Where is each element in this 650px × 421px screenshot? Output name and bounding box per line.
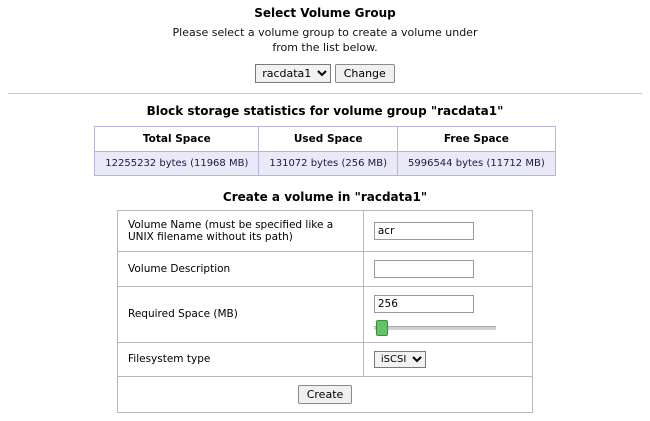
volume-description-label: Volume Description	[118, 251, 364, 286]
volume-description-input[interactable]	[374, 260, 474, 278]
volume-name-input[interactable]	[374, 222, 474, 240]
form-row-required-space	[118, 286, 533, 342]
filesystem-type-select[interactable]	[374, 351, 426, 368]
table-row	[95, 151, 555, 175]
required-space-slider[interactable]	[374, 320, 496, 334]
instructions	[0, 26, 650, 56]
stats-header-used: Used Space	[259, 126, 398, 151]
stats-value-used: 131072 bytes (256 MB)	[259, 151, 398, 175]
required-space-cell	[363, 286, 532, 342]
page-title: Select Volume Group	[254, 6, 396, 20]
form-row-volume-name	[118, 210, 533, 251]
stats-header-free: Free Space	[398, 126, 556, 151]
filesystem-type-cell	[363, 342, 532, 376]
slider-thumb[interactable]	[376, 320, 388, 336]
volume-group-select[interactable]	[255, 64, 331, 83]
stats-table	[94, 126, 555, 176]
volume-name-cell	[363, 210, 532, 251]
create-volume-table	[117, 210, 533, 413]
create-button-cell	[118, 376, 533, 412]
divider-top	[8, 93, 642, 94]
stats-value-free: 5996544 bytes (11712 MB)	[398, 151, 556, 175]
instructions-line-1: Please select a volume group to create a volume under	[172, 26, 478, 39]
filesystem-type-label: Filesystem type	[118, 342, 364, 376]
slider-track	[374, 326, 496, 330]
stats-title: Block storage statistics for volume group "racdata1"	[146, 103, 504, 118]
form-row-submit	[118, 376, 533, 412]
form-row-filesystem-type	[118, 342, 533, 376]
volume-description-cell	[363, 251, 532, 286]
stats-value-total: 12255232 bytes (11968 MB)	[95, 151, 259, 175]
bottom-spacer	[0, 413, 650, 421]
form-row-volume-description	[118, 251, 533, 286]
volume-group-selector-row	[0, 64, 650, 83]
page-root	[0, 6, 650, 421]
create-volume-form	[0, 210, 650, 413]
instructions-line-2: from the list below.	[272, 40, 378, 54]
stats-table-wrapper	[0, 126, 650, 176]
required-space-label: Required Space (MB)	[118, 286, 364, 342]
create-button[interactable]: Create	[298, 385, 353, 404]
volume-name-label: Volume Name (must be specified like a UNIX filename without its path)	[118, 210, 364, 251]
table-header-row	[95, 126, 555, 151]
required-space-input[interactable]	[374, 295, 474, 313]
create-volume-title: Create a volume in "racdata1"	[222, 189, 428, 204]
change-button[interactable]: Change	[335, 64, 395, 83]
stats-header-total: Total Space	[95, 126, 259, 151]
